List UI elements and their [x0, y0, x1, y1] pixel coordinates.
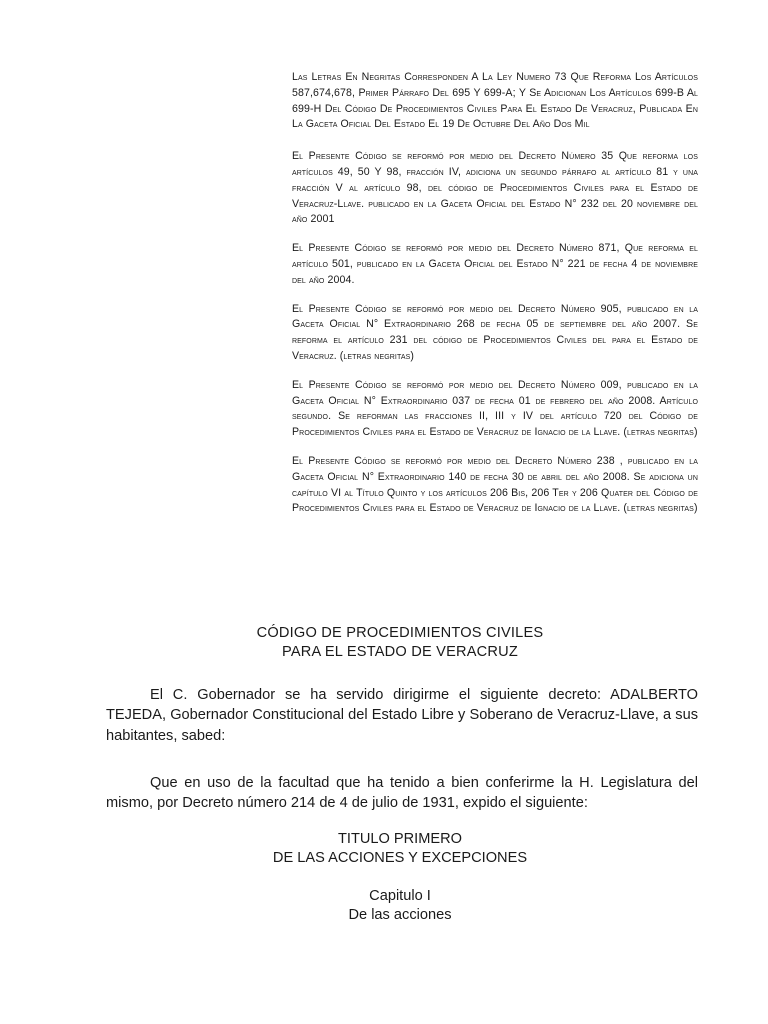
reform-notes [292, 70, 698, 530]
decree-intro-paragraph: El C. Gobernador se ha servido dirigirme el siguiente decreto: ADALBERTO TEJEDA, Gobernador Constitucional del Estado Libre y Soberano de Veracruz-Llave, a sus habitantes, sabed: [106, 687, 698, 744]
chapter-heading-line-1: Capitulo I [369, 888, 431, 904]
chapter-heading-line-2: De las acciones [348, 907, 452, 923]
title-heading-line-2: DE LAS ACCIONES Y EXCEPCIONES [272, 850, 528, 866]
reform-note-decreto-871: El Presente Código se reformó por medio del Decreto Número 871, Que reforma el artículo 501, publicado en la Gaceta Oficial del Estado N° 221 de fecha 4 de noviembre del año 2004. [292, 242, 698, 286]
code-title [0, 624, 768, 662]
reform-note-decreto-009: El Presente Código se reformó por medio del Decreto Número 009, publicado en la Gaceta Oficial N° Extraordinario 037 de fecha 01 de febrero del año 2008. Artículo segundo. Se reforman las fracciones II, III y IV del artículo 720 del Código de Procedimientos Civiles para el Estado de Veracruz de Ignacio de la Llave. (letras negritas) [292, 378, 698, 439]
chapter-heading [0, 887, 768, 925]
reform-note-decreto-35: El Presente Código se reformó por medio del Decreto Número 35 Que reforma los artículos 49, 50 Y 98, fracción IV, adiciona un segundo párrafo al artículo 81 y una fracción V al artículo 98, del código de Procedimientos Civiles para el Estado de Veracruz-Llave. publicado en la Gaceta Oficial del Estado N° 232 del 20 noviembre del año 2001 [292, 150, 698, 226]
code-title-line-1: CÓDIGO DE PROCEDIMIENTOS CIVILES [256, 625, 544, 641]
decree-authority-paragraph: Que en uso de la facultad que ha tenido a bien conferirme la H. Legislatura del mismo, por Decreto número 214 de 4 de julio de 1931, expido el siguiente: [106, 775, 698, 812]
reform-note-ley-73: Las Letras En Negritas Corresponden A La Ley Numero 73 Que Reforma Los Artículos 587,674,678, Primer Párrafo Del 695 Y 699-A; Y Se Adicionan Los Artículos 699-B Al 699-H Del Código De Procedimientos Civiles Para El Estado De Veracruz, Publicada En La Gaceta Oficial Del Estado El 19 De Octubre Del Año Dos Mil [292, 71, 698, 131]
reform-note-decreto-905: El Presente Código se reformó por medio del Decreto Número 905, publicado en la Gaceta Oficial N° Extraordinario 268 de fecha 05 de septiembre del año 2007. Se reforma el artículo 231 del código de Procedimientos Civiles del para el Estado de Veracruz. (letras negritas) [292, 302, 698, 362]
reform-note-decreto-238: El Presente Código se reformó por medio del Decreto Número 238 , publicado en la Gaceta Oficial N° Extraordinario 140 de fecha 30 de abril del año 2008. Se adiciona un capítulo VI al Título Quinto y los artículos 206 Bis, 206 Ter y 206 Quater del Código de Procedimientos Civiles para el Estado de Veracruz de Ignacio de la Llave. (letras negritas) [292, 454, 698, 515]
code-title-line-2: PARA EL ESTADO DE VERACRUZ [281, 644, 519, 660]
title-heading-line-1: TITULO PRIMERO [337, 831, 463, 847]
title-heading [0, 830, 768, 868]
